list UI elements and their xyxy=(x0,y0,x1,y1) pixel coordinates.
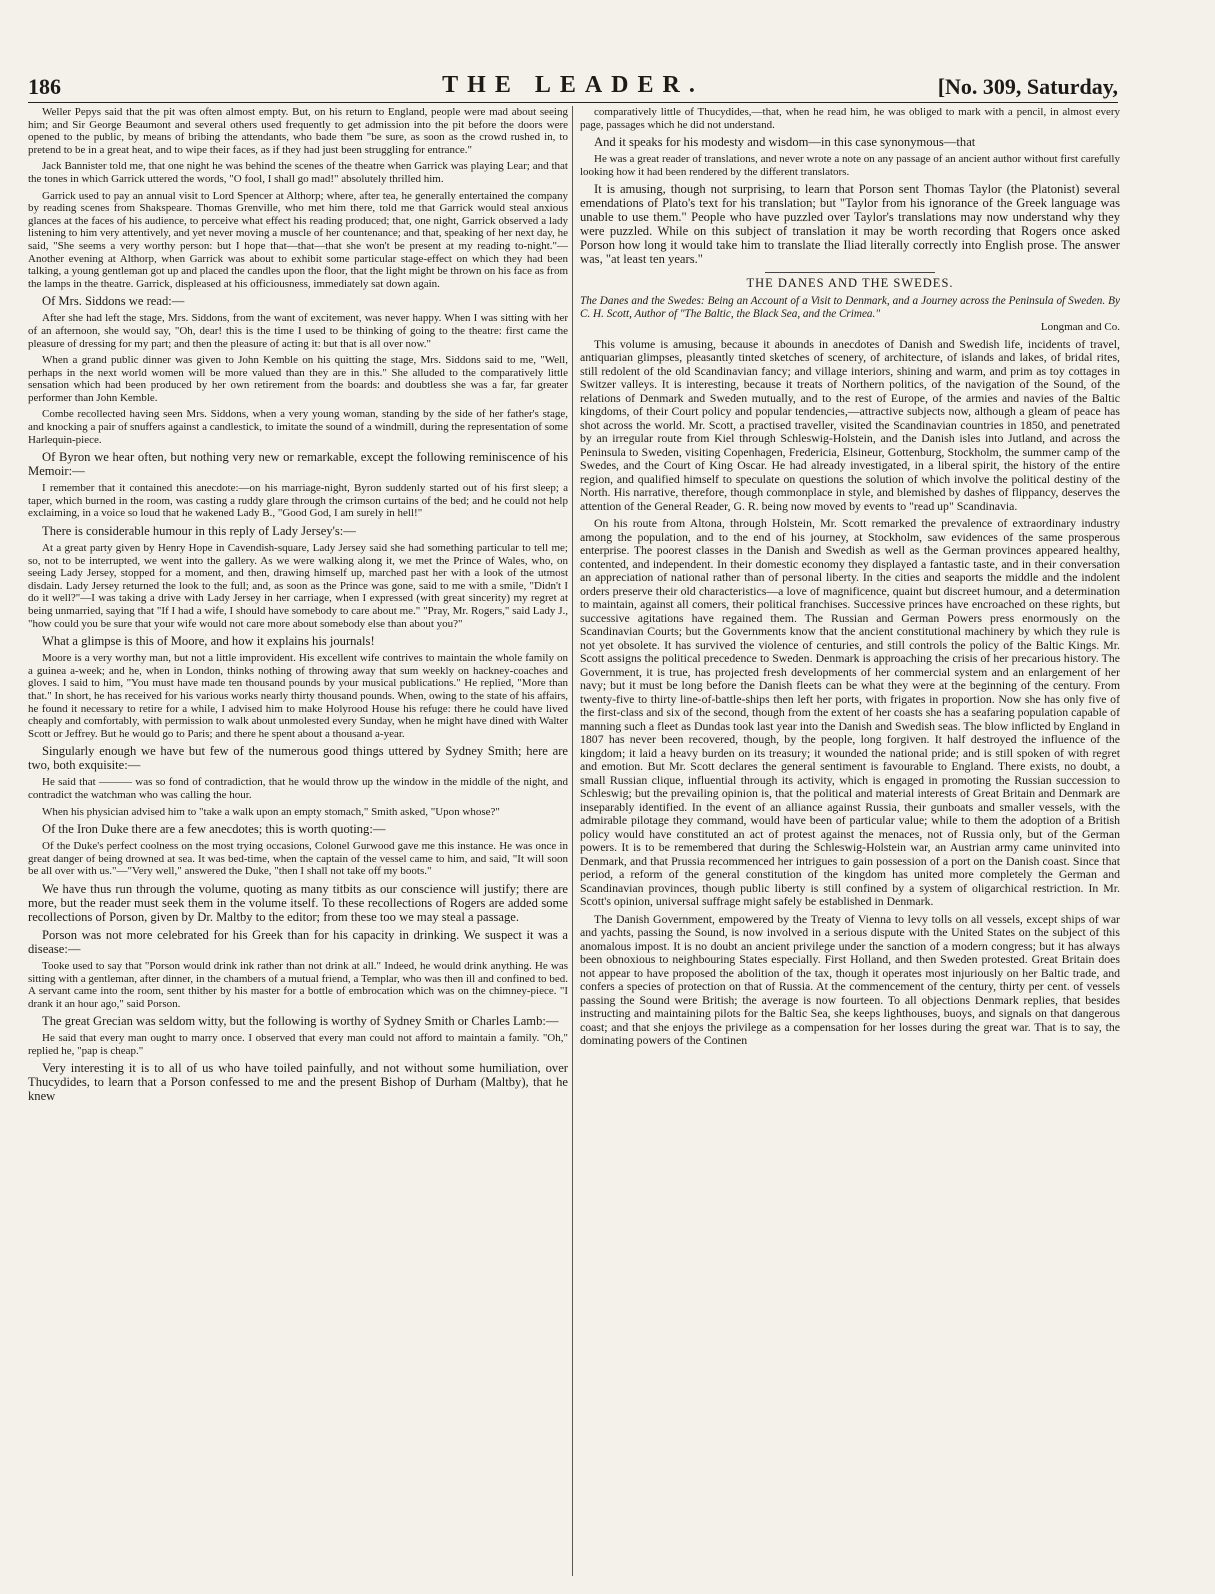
paragraph: Of the Duke's perfect coolness on the most trying occasions, Colonel Gurwood gave me this instance. He was once in great danger of being drowned at sea. It was bed-time, when the captain of the vessel came to him, and said, "It will soon be all over with us."—"Very well," answered the Duke, "then I shall not take off my boots." xyxy=(28,840,568,878)
masthead-title: THE LEADER. xyxy=(442,72,704,98)
paragraph: Very interesting it is to all of us who have toiled painfully, and not without some humiliation, over Thucydides, to learn that a Porson confessed to me and the present Bishop of Durham (Maltby), that he knew xyxy=(28,1061,568,1104)
section-title: THE DANES AND THE SWEDES. xyxy=(746,276,954,291)
paragraph: When his physician advised him to "take a walk upon an empty stomach," Smith asked, "Upon whose?" xyxy=(42,805,500,818)
paragraph: After she had left the stage, Mrs. Siddons, from the want of excitement, was never happy. When I was sitting with her of an afternoon, she would say, "Oh, dear! this is the time I used to be thinking of going to the theatre: first came the pleasure of dressing for my part; and then the pleasure of acting it: but that is all over now." xyxy=(28,312,568,350)
paragraph: Of the Iron Duke there are a few anecdotes; this is worth quoting:— xyxy=(42,822,386,837)
page-header xyxy=(28,72,1118,103)
paragraph: Moore is a very worthy man, but not a little improvident. His excellent wife contrives to maintain the whole family on a guinea a-week; and he, when in London, thinks nothing of throwing away that sum weekly on hackney-coaches and gloves. I said to him, "You must have made ten thousand pounds by your musical publications." He replied, "More than that." In short, he has received for his various works nearly thirty thousand pounds. When, owing to the state of his affairs, he found it necessary to retire for a while, I advised him to make Holyrood House his refuge: there he could have lived cheaply and comfortably, with permission to walk about unmolested every Sunday, when he might have dined with Walter Scott or Jeffrey. But he would go to Paris; and there he spent about a thousand a-year. xyxy=(28,652,568,740)
page-number: 186 xyxy=(28,74,61,99)
paragraph: Porson was not more celebrated for his Greek than for his capacity in drinking. We suspect it was a disease:— xyxy=(28,927,568,956)
book-citation: The Danes and the Swedes: Being an Account of a Visit to Denmark, and a Journey across the Peninsula of Sweden. By C. H. Scott, Author of "The Baltic, the Black Sea, and the Crimea." xyxy=(580,294,1120,320)
paragraph: Jack Bannister told me, that one night he was behind the scenes of the theatre when Garrick was playing Lear; and that the tones in which Garrick uttered the words, "O fool, I shall go mad!" absolutely thrilled him. xyxy=(28,160,568,185)
paragraph: This volume is amusing, because it abounds in anecdotes of Danish and Swedish life, incidents of travel, antiquarian glimpses, pleasantly tinted sketches of scenery, of architecture, of islands and lakes, of bridal rites, still redolent of the old Scandinavian fancy; and village interiors, shining and warm, and prim as toy cottages in Switzer valleys. It is interesting, because it treats of Northern politics, of the navigation of the Sound, of the relations of Denmark and Sweden mutually, and to the rest of Europe, of the armies and navies of the Baltic kingdoms, of their Court policy and popular tendencies,—attractive subjects now, although a gleam of peace has shot across the world. Mr. Scott, a practised traveller, visited the Scandinavian countries in 1850, and penetrated by an irregular route from Kiel through Schleswig-Holstein, and the Danish isles into Jutland, and across the Peninsula to Sweden, visiting Copenhagen, Fredericia, Elsineur, Gottenburg, Stockholm, the summer camp of the Swedes, and the Court of King Oscar. He had already investigated, in a liberal spirit, the history of the entire region, and qualified himself to speculate on questions the solution of which involve the political destiny of the North. His narrative, therefore, though commonplace in style, and blemished by dashes of flippancy, deserves the attention of the General Reader, G. R. being now moved by events to "read up" Scandinavia. xyxy=(580,336,1120,513)
danes-review-body xyxy=(580,338,1120,1048)
paragraph: Of Mrs. Siddons we read:— xyxy=(42,294,185,309)
paragraph: The Danish Government, empowered by the Treaty of Vienna to levy tolls on all vessels, except ships of war and yachts, passing the Sound, is now involved in a serious dispute with the United States on the subject of this anomalous impost. It is no doubt an ancient privilege under the sanction of a modern congress; but it has always been obnoxious to neighbouring States especially. First Holland, and then Sweden protested. Great Britain does not appear to have proposed the abolition of the tax, though it operates most injuriously on her Baltic trade, and confers a species of protection on that of Russia. At the commencement of the century, thirty per cent. of vessels passing the Sound were British; the average is now fourteen. To all objections Denmark replies, that besides instructing and maintaining pilots for the Baltic Sea, she keeps lighthouses, buoys, and signals on that dangerous coast; and that she enjoys the privilege as a compensation for her losses during the great war. That is to say, the dominating powers of the Continen xyxy=(580,911,1120,1048)
issue-label: [No. 309, Saturday, xyxy=(937,74,1118,99)
paragraph: There is considerable humour in this reply of Lady Jersey's:— xyxy=(42,524,356,539)
paragraph: Singularly enough we have but few of the numerous good things uttered by Sydney Smith; here are two, both exquisite:— xyxy=(28,744,568,773)
paragraph: It is amusing, though not surprising, to learn that Porson sent Thomas Taylor (the Platonist) several emendations of Plato's text for his translation; but "Taylor from his ignorance of the Greek language was unable to use them." People who have puzzled over Taylor's translations may now understand why they were puzzled. While on this subject of translation it may be worth recording that Rogers once asked Porson how long it would take him to translate the Iliad literally correctly into English prose. The answer was, "at least ten years." xyxy=(580,182,1120,267)
paragraph: comparatively little of Thucydides,—that, when he read him, he was obliged to mark with a pencil, in almost every page, passages which he did not understand. xyxy=(580,106,1120,131)
paragraph: Combe recollected having seen Mrs. Siddons, when a very young woman, standing by the side of her father's stage, and knocking a pair of snuffers against a candlestick, to imitate the sound of a windmill, during the representation of some Harlequin-piece. xyxy=(28,408,568,446)
section-rule xyxy=(765,272,935,273)
porson-continuation xyxy=(580,106,1120,266)
paragraph: And it speaks for his modesty and wisdom—in this case synonymous—that xyxy=(594,135,976,150)
paragraph: He said that ——— was so fond of contradiction, that he would throw up the window in the middle of the night, and contradict the watchman who was calling the hour. xyxy=(28,776,568,801)
paragraph: I remember that it contained this anecdote:—on his marriage-night, Byron suddenly started out of his first sleep; a taper, which burned in the room, was casting a ruddy glare through the crimson curtains of the bed; and he could not help exclaiming, in a voice so loud that he wakened Lady B., "Good God, I am surely in hell!" xyxy=(28,482,568,520)
column-divider xyxy=(572,106,573,1576)
paragraph: Weller Pepys said that the pit was often almost empty. But, on his return to England, people were mad about seeing him; and Sir George Beaumont and several others used frequently to get admission into the pit before the doors were opened to the public, by means of bribing the attendants, who bade them "be sure, as soon as the crowd rushed in, to pretend to be in a great heat, and to wipe their faces, as if they had just been struggling for entrance." xyxy=(28,106,568,156)
publisher-credit: Longman and Co. xyxy=(1040,321,1120,334)
right-column xyxy=(580,106,1120,1576)
paragraph: Garrick used to pay an annual visit to Lord Spencer at Althorp; where, after tea, he generally entertained the company by reading scenes from Shakspeare. Thomas Grenville, who met him there, told me that Garrick would steal anxious glances at the faces of his audience, to perceive what effect his reading produced; that, one night, Garrick observed a lady listening to him very attentively, and yet never moving a muscle of her countenance; and that, speaking of her next day, he said, "She seems a very worthy person: but I hope that—that—that she won't be present at my reading to-night."—Another evening at Althorp, when Garrick was about to exhibit some particular stage-effect on which they had been talking, a young gentleman got up and placed the candles upon the floor, that the light might be thrown on his face as from the lamps in the theatre. Garrick, displeased at his officiousness, immediately sat down again. xyxy=(28,189,568,290)
paragraph: We have thus run through the volume, quoting as many titbits as our conscience will justify; there are more, but the reader must seek them in the volume itself. To these recollections of Rogers are added some recollections of Porson, given by Dr. Maltby to the editor; from these too we may steal a passage. xyxy=(28,881,568,924)
paragraph: Tooke used to say that "Porson would drink ink rather than not drink at all." Indeed, he would drink anything. He was sitting with a gentleman, after dinner, in the chambers of a mutual friend, a Templar, who was then ill and confined to bed. A servant came into the room, sent thither by his master for a bottle of embrocation which was on the chimney-piece. "I drank it an hour ago," said Porson. xyxy=(28,959,568,1010)
left-column xyxy=(28,106,568,1576)
paragraph: On his route from Altona, through Holstein, Mr. Scott remarked the prevalence of extraordinary industry among the population, and to the end of his journey, at Stockholm, saw evidences of the same prosperous enterprise. The poorest classes in the Danish and Swedish as well as the German provinces appeared healthy, contented, and independent. In their domestic economy they displayed a fantastic taste, and in their conversation an appreciation of national rather than of personal liberty. In the cities and seaports the middle and the indolent orders preserve their old characteristics—a love of magnificence, quaint but discreet humour, and a determination to maintain, against all comers, their political franchises. Successive princes have encroached on these rights, but successive agitations have regained them. The Russian and German Powers press enormously on the Scandinavian Courts; but the Governments know that the ancient constitutional machinery by which they rule is not yet obsolete. It has survived the violence of centuries, and still controls the policy of the Baltic Kings. Mr. Scott assigns the political precedence to Sweden. Denmark is approaching the crisis of her precarious history. The Government, it is true, has projected fresh developments of her commercial system and an enlargement of her navy; but it must be long before the Danish fleets can be what they were at the beginning of the century. From twenty-five to thirty line-of-battle-ships then left her ports, with frigates in proportion. Now she has only five of the first-class and six of the second, though from the extent of her coasts she has a seafaring population capable of manning such a fleet as Dundas took last year into the Danish and Swedish seas. The blow inflicted by England in 1807 has never been recovered, though, by the people, long forgiven. It half destroyed the influence of the kingdom; it laid a heavy burden on its treasury; it wounded the national pride; and is still spoken of with regret and emotion. But Mr. Scott declares the general sentiment is favourable to England. There exists, no doubt, a small Russian clique, influential through its activity, which is engaged in promoting the Russian succession to Schleswig; but the prevailing opinion is, that the political and material interests of Great Britain and Denmark are inseparably identified. In the event of an alliance against Russia, their gunboats and smaller vessels, with the admirable pilotage they command, would have been of particular value; while to them the adoption of a British policy would have constituted an act of protest against the menaces, not of Russia only, but of the German powers. It is to be remembered that during the Schleswig-Holstein war, an Austrian army came uninvited into Denmark, and that Prussia recommenced her intrigues to gain possession of a port on the Danish coast. Since that period, a reform of the general constitution of the kingdom has united more completely the German and Scandinavian provinces, though public liberty is still confined by a system of oligarchical restriction. In Mr. Scott's opinion, universal suffrage might safely be established in Denmark. xyxy=(580,516,1120,909)
paragraph: He said that every man ought to marry once. I observed that every man could not afford to maintain a family. "Oh," replied he, "pap is cheap." xyxy=(28,1032,568,1057)
paragraph: He was a great reader of translations, and never wrote a note on any passage of an ancient author without first carefully looking how it had been rendered by the different translators. xyxy=(580,153,1120,178)
paragraph: Of Byron we hear often, but nothing very new or remarkable, except the following reminiscence of his Memoir:— xyxy=(28,450,568,479)
paragraph: At a great party given by Henry Hope in Cavendish-square, Lady Jersey said she had something particular to tell me; so, not to be interrupted, we went into the gallery. As we were walking along it, we met the Prince of Wales, who, on seeing Lady Jersey, stopped for a moment, and then, drawing himself up, marched past her with a look of the utmost disdain. Lady Jersey returned the look to the full; and, as soon as the Prince was gone, said to me with a smile, "Didn't I do it well?"—I was taking a drive with Lady Jersey in her carriage, when I expressed (with great sincerity) my regret at being unmarried, saying that "If I had a wife, I should have somebody to care about me." "Pray, Mr. Rogers," said Lady J., "how could you be sure that your wife would not care more about somebody else than about you?" xyxy=(28,542,568,630)
paragraph: The great Grecian was seldom witty, but the following is worthy of Sydney Smith or Charles Lamb:— xyxy=(42,1014,559,1029)
paragraph: What a glimpse is this of Moore, and how it explains his journals! xyxy=(42,634,375,649)
paragraph: When a grand public dinner was given to John Kemble on his quitting the stage, Mrs. Siddons said to me, "Well, perhaps in the next world women will be more valued than they are in this." She alluded to the comparatively little sensation which had been produced by her own retirement from the boards: and doubtless she was a far, far greater performer than John Kemble. xyxy=(28,354,568,404)
